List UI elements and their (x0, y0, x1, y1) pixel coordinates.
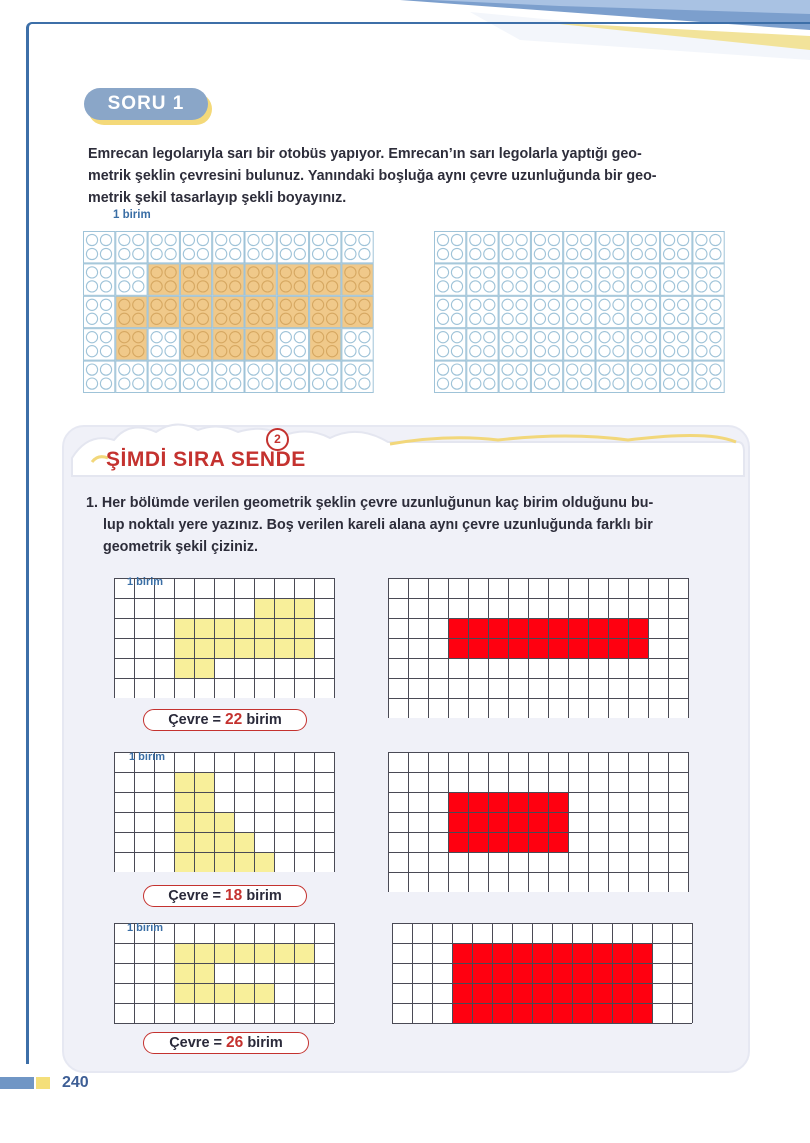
shape-cell (214, 638, 234, 658)
perimeter-answer (143, 885, 307, 907)
unit-label: 1 birim (127, 922, 164, 934)
shape-cell (194, 852, 214, 872)
exercise-1-drawing-grid (388, 578, 689, 718)
shape-cell (214, 983, 234, 1003)
shape-cell (274, 598, 294, 618)
perimeter-answer (143, 709, 307, 731)
shape-cell (174, 943, 194, 963)
shape-cell (174, 618, 194, 638)
shape-cell (254, 983, 274, 1003)
shape-cell (174, 772, 194, 792)
shape-cell (274, 943, 294, 963)
shape-cell (174, 638, 194, 658)
problem-line: metrik şeklin çevresini bulunuz. Yanındaki boşluğa aynı çevre uzunluğunda bir geo- (88, 168, 657, 184)
perimeter-value: 22 (225, 711, 243, 728)
shape-cell (234, 638, 254, 658)
instruction-line: geometrik şekil çiziniz. (103, 539, 258, 555)
instruction-text (86, 492, 736, 558)
shape-cell (274, 618, 294, 638)
perimeter-prefix: Çevre = (168, 888, 226, 904)
shape-cell (254, 852, 274, 872)
perimeter-answer (143, 1032, 309, 1054)
perimeter-suffix: birim (242, 888, 282, 904)
exercise-3-drawing-grid (392, 923, 693, 1025)
shape-cell (214, 618, 234, 638)
shape-cell (294, 943, 314, 963)
exercise-3-shape-grid (114, 923, 335, 1025)
footer-tab (0, 1077, 34, 1089)
exercise-2-drawing-grid (388, 752, 689, 892)
perimeter-value: 26 (226, 1034, 244, 1051)
shape-cell (254, 943, 274, 963)
shape-cell (174, 792, 194, 812)
shape-cell (194, 772, 214, 792)
shape-cell (194, 638, 214, 658)
lego-bus-grid (83, 231, 375, 394)
perimeter-value: 18 (225, 887, 243, 904)
problem-line: metrik şekil tasarlayıp şekli boyayınız. (88, 190, 347, 206)
shape-cell (214, 812, 234, 832)
shape-cell (254, 638, 274, 658)
shape-cell (194, 963, 214, 983)
shape-cell (194, 792, 214, 812)
shape-cell (194, 658, 214, 678)
shape-cell (194, 832, 214, 852)
shape-cell (194, 943, 214, 963)
question-badge: SORU 1 (84, 88, 208, 120)
shape-cell (174, 832, 194, 852)
shape-cell (294, 638, 314, 658)
shape-cell (194, 618, 214, 638)
shape-cell (174, 963, 194, 983)
perimeter-prefix: Çevre = (169, 1035, 227, 1051)
section-title: ŞİMDİ SIRA SENDE (106, 448, 306, 471)
lego-empty-grid (434, 231, 726, 394)
grid-background (114, 923, 334, 1023)
unit-label: 1 birim (129, 751, 166, 763)
shape-cell (174, 852, 194, 872)
shape-cell (214, 943, 234, 963)
unit-label: 1 birim (113, 209, 151, 221)
shape-cell (214, 852, 234, 872)
shape-cell (234, 618, 254, 638)
shape-cell (214, 832, 234, 852)
shape-cell (294, 598, 314, 618)
shape-cell (174, 983, 194, 1003)
problem-text (88, 143, 728, 209)
exercise-2-shape-grid (114, 752, 335, 872)
shape-cell (234, 943, 254, 963)
section-number-badge: 2 (266, 428, 289, 451)
shape-cell (234, 983, 254, 1003)
perimeter-suffix: birim (242, 712, 282, 728)
instruction-line: lup noktalı yere yazınız. Boş verilen kareli alana aynı çevre uzunluğunda farklı bir (103, 517, 653, 533)
exercise-1-shape-grid (114, 578, 335, 698)
shape-cell (194, 983, 214, 1003)
unit-label: 1 birim (127, 576, 164, 588)
shape-cell (174, 658, 194, 678)
page-number: 240 (62, 1074, 89, 1091)
shape-cell (274, 638, 294, 658)
shape-cell (234, 852, 254, 872)
shape-cell (194, 812, 214, 832)
shape-cell (174, 812, 194, 832)
shape-cell (254, 598, 274, 618)
footer-tab (36, 1077, 50, 1089)
instruction-line: 1. Her bölümde verilen geometrik şeklin çevre uzunluğunun kaç birim olduğunu bu- (86, 495, 654, 511)
shape-cell (254, 618, 274, 638)
perimeter-prefix: Çevre = (168, 712, 226, 728)
perimeter-suffix: birim (243, 1035, 283, 1051)
problem-line: Emrecan legolarıyla sarı bir otobüs yapıyor. Emrecan’ın sarı legolarla yaptığı geo- (88, 146, 642, 162)
shape-cell (294, 618, 314, 638)
shape-cell (234, 832, 254, 852)
